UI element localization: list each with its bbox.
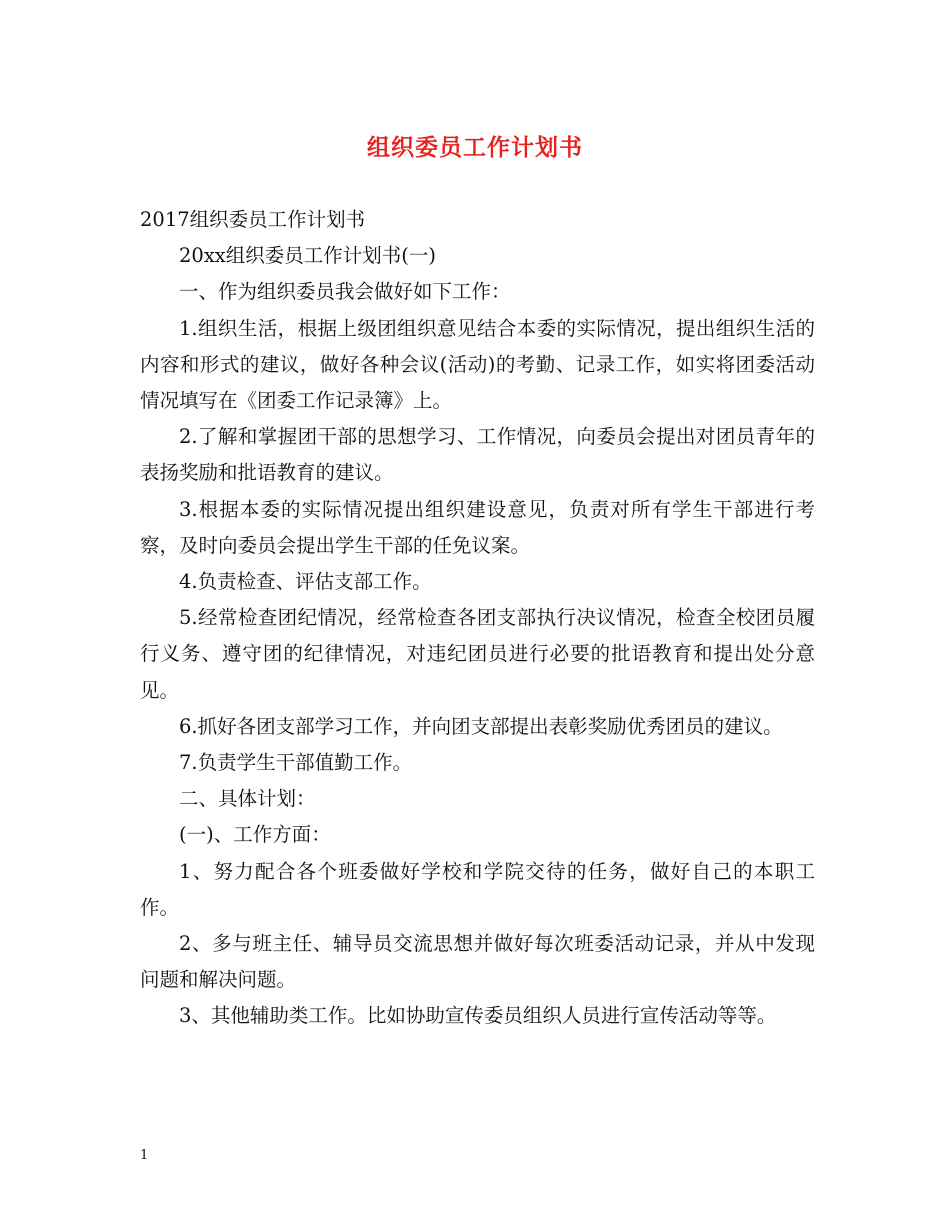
paragraph-duty-5: 5.经常检查团纪情况，经常检查各团支部执行决议情况，检查全校团员履行义务、遵守团的纪律情况，对违纪团员进行必要的批语教育和提出处分意见。 bbox=[140, 606, 815, 702]
paragraph-duty-6: 6.抓好各团支部学习工作，并向团支部提出表彰奖励优秀团员的建议。 bbox=[179, 714, 783, 738]
paragraph-subtitle: 2017组织委员工作计划书 bbox=[140, 208, 366, 231]
paragraph-duty-1: 1.组织生活，根据上级团组织意见结合本委的实际情况，提出组织生活的内容和形式的建议，做好各种会议(活动)的考勤、记录工作，如实将团委活动情况填写在《团委工作记录簿》上。 bbox=[140, 316, 815, 413]
paragraph-duty-2: 2.了解和掌握团干部的思想学习、工作情况，向委员会提出对团员青年的表扬奖励和批语教育的建议。 bbox=[140, 425, 815, 485]
paragraph-plan-2: 2、多与班主任、辅导员交流思想并做好每次班委活动记录，并从中发现问题和解决问题。 bbox=[140, 932, 815, 992]
paragraph-plan-1: 1、努力配合各个班委做好学校和学院交待的任务，做好自己的本职工作。 bbox=[140, 859, 815, 919]
paragraph-section-heading: 20xx组织委员工作计划书(一) bbox=[179, 244, 437, 268]
paragraph-duty-7: 7.负责学生干部值勤工作。 bbox=[179, 751, 413, 775]
paragraph-duty-4: 4.负责检查、评估支部工作。 bbox=[179, 570, 432, 594]
document-body bbox=[140, 202, 815, 1035]
paragraph-heading-plan: 二、具体计划： bbox=[179, 787, 316, 811]
paragraph-duty-3: 3.根据本委的实际情况提出组织建设意见，负责对所有学生干部进行考察，及时向委员会提出学生干部的任免议案。 bbox=[140, 497, 815, 557]
page-number: 1 bbox=[140, 1148, 149, 1163]
paragraph-heading-work: (一)、工作方面： bbox=[179, 823, 331, 847]
paragraph-plan-3: 3、其他辅助类工作。比如协助宣传委员组织人员进行宣传活动等等。 bbox=[179, 1004, 777, 1028]
document-title: 组织委员工作计划书 bbox=[367, 134, 583, 161]
paragraph-heading-duties: 一、作为组织委员我会做好如下工作： bbox=[179, 280, 511, 304]
